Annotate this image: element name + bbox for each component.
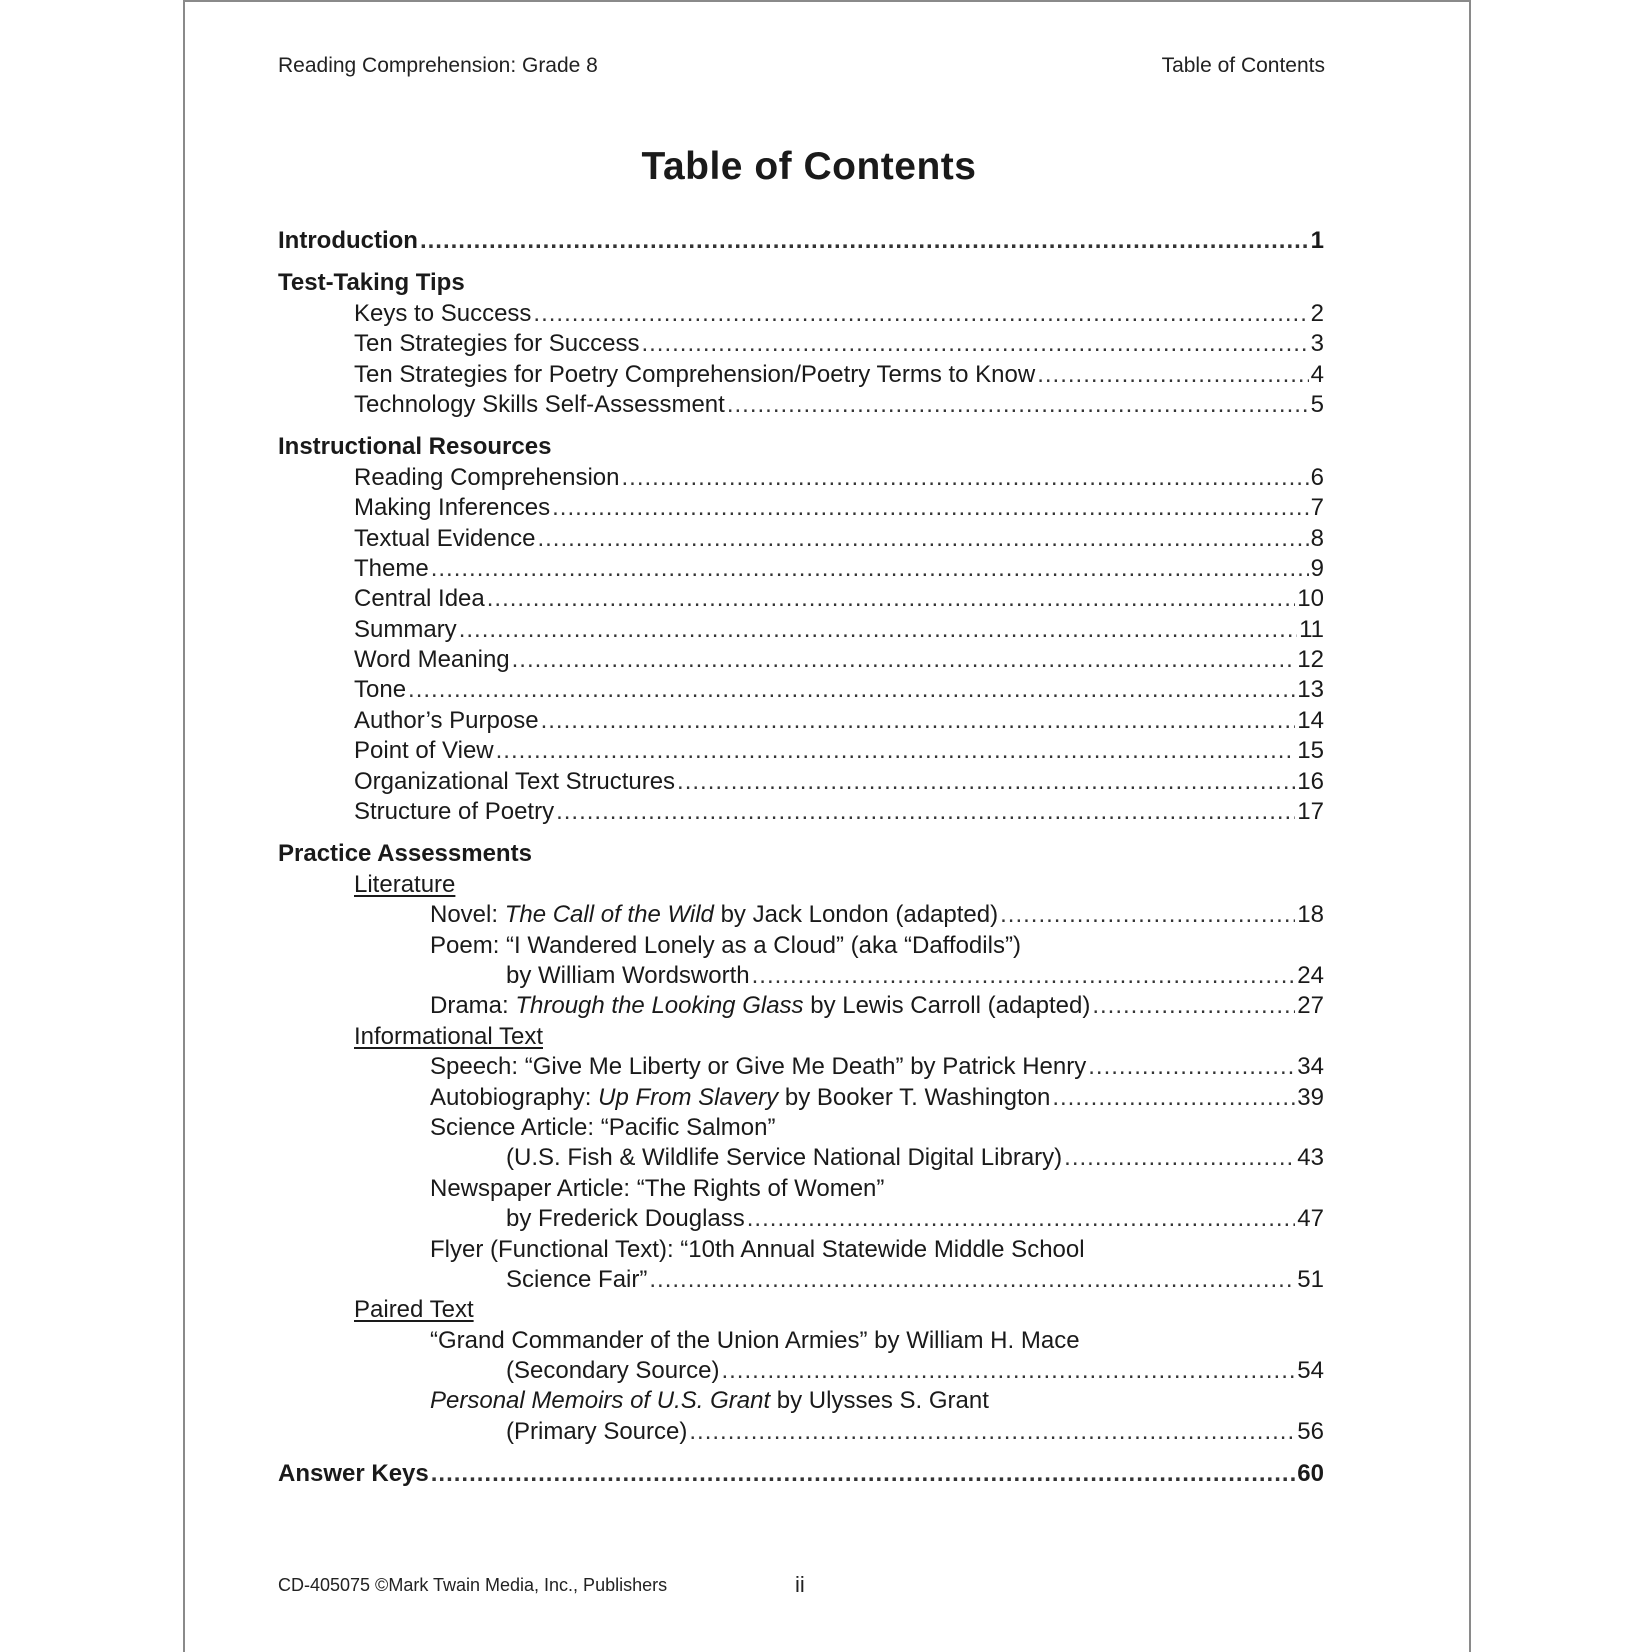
toc-entry[interactable] [278,900,1324,930]
toc-page-number: 10 [1297,585,1324,613]
toc-entry[interactable] [278,463,1324,493]
toc-entry[interactable] [278,1356,1324,1386]
toc-page-number: 8 [1310,524,1324,552]
dot-leader [752,961,1296,991]
dot-leader [487,584,1296,614]
label-suffix: by Ulysses S. Grant [770,1387,989,1415]
toc-entry-line[interactable] [278,1113,1324,1143]
toc-page-number: 54 [1297,1357,1324,1385]
dot-leader [408,675,1295,705]
toc-entry-label: Theme [354,554,429,582]
subsection-heading-informational-text [278,1022,1324,1052]
toc-page-number: 56 [1297,1417,1324,1445]
toc-entry-label: Technology Skills Self-Assessment [354,390,725,418]
toc-entry-label: by Frederick Douglass [506,1205,745,1233]
dot-leader [496,736,1296,766]
toc-entry-label: (Primary Source) [506,1417,688,1445]
toc-entry[interactable] [278,991,1324,1021]
table-of-contents [278,226,1324,1490]
section-heading-text: Practice Assessments [278,840,532,868]
toc-entry-label [430,1083,1050,1113]
dot-leader [622,463,1309,493]
toc-entry-label: Summary [354,615,457,643]
toc-page-number: 9 [1310,554,1324,582]
label-prefix: Autobiography: [430,1083,599,1111]
dot-leader [677,767,1295,797]
toc-entry[interactable] [278,1265,1324,1295]
toc-entry-label: Ten Strategies for Success [354,330,640,358]
toc-entry-line[interactable] [278,931,1324,961]
toc-page-number: 12 [1297,646,1324,674]
toc-entry-label [430,900,998,930]
dot-leader [533,299,1308,329]
dot-leader [721,1356,1295,1386]
work-title: Through the Looking Glass [515,992,804,1020]
dot-leader [541,706,1296,736]
toc-page-number: 6 [1310,463,1324,491]
toc-page-number: 51 [1297,1265,1324,1293]
label-prefix: Drama: [430,992,516,1020]
toc-page-number: 4 [1310,360,1324,388]
section-heading-instructional-resources [278,432,1324,462]
footer-page-number: ii [795,1572,805,1597]
toc-entry-label: Answer Keys [278,1460,429,1488]
toc-entry[interactable] [278,736,1324,766]
toc-entry[interactable] [278,360,1324,390]
toc-entry-label: Making Inferences [354,494,551,522]
toc-entry-label: Author’s Purpose [354,706,539,734]
toc-entry-label: “Grand Commander of the Union Armies” by William H. Mace [430,1326,1080,1354]
work-title: The Call of the Wild [504,901,714,929]
toc-entry[interactable] [278,1052,1324,1082]
toc-entry[interactable] [278,1083,1324,1113]
running-header-left: Reading Comprehension: Grade 8 [278,54,598,77]
toc-entry[interactable] [278,675,1324,705]
dot-leader [552,493,1309,523]
dot-leader [727,390,1309,420]
dot-leader [420,226,1309,256]
dot-leader [1037,360,1308,390]
toc-entry-label: Central Idea [354,585,485,613]
toc-page-number: 47 [1297,1205,1324,1233]
dot-leader [641,329,1308,359]
toc-entry-label: Keys to Success [354,299,532,327]
toc-entry-label: Textual Evidence [354,524,536,552]
work-title: Personal Memoirs of U.S. Grant [430,1387,771,1415]
toc-entry[interactable] [278,299,1324,329]
toc-entry-introduction[interactable] [278,226,1324,256]
dot-leader [459,615,1297,645]
toc-entry[interactable] [278,1417,1324,1447]
toc-entry[interactable] [278,706,1324,736]
toc-entry-label: Flyer (Functional Text): “10th Annual Statewide Middle School [430,1235,1085,1263]
toc-page-number: 13 [1297,676,1324,704]
dot-leader [689,1417,1295,1447]
label-prefix: Novel: [430,901,505,929]
toc-entry-label: Science Fair” [506,1265,648,1293]
toc-entry-label [430,1386,989,1416]
toc-entry-label: Speech: “Give Me Liberty or Give Me Death” by Patrick Henry [430,1053,1087,1081]
toc-entry-label: (Secondary Source) [506,1357,720,1385]
section-heading-text: Test-Taking Tips [278,269,465,297]
toc-entry-line[interactable] [278,1174,1324,1204]
toc-entry[interactable] [278,584,1324,614]
running-header-right: Table of Contents [1161,54,1325,77]
toc-page-number: 34 [1297,1053,1324,1081]
page-title [185,145,1469,189]
toc-entry-answer-keys[interactable] [278,1459,1324,1489]
toc-entry-label: Tone [354,676,407,704]
toc-entry-label: Structure of Poetry [354,798,555,826]
toc-entry[interactable] [278,554,1324,584]
toc-page-number: 27 [1297,992,1324,1020]
section-heading-text: Instructional Resources [278,433,552,461]
toc-entry[interactable] [278,767,1324,797]
toc-page-number: 5 [1310,390,1324,418]
dot-leader [431,554,1309,584]
toc-page-number: 18 [1297,901,1324,929]
toc-entry[interactable] [278,524,1324,554]
toc-page-number: 43 [1297,1144,1324,1172]
dot-leader [1064,1143,1295,1173]
toc-entry-label [430,991,1090,1021]
toc-entry-label: Poem: “I Wandered Lonely as a Cloud” (aka “Daffodils”) [430,931,1021,959]
subsection-heading-text: Informational Text [354,1022,543,1050]
toc-entry[interactable] [278,329,1324,359]
toc-entry-line[interactable] [278,1326,1324,1356]
toc-entry[interactable] [278,390,1324,420]
label-suffix: by Jack London (adapted) [713,901,999,929]
toc-page-number: 39 [1297,1083,1324,1111]
toc-entry-label: Word Meaning [354,646,510,674]
toc-page-number: 2 [1310,299,1324,327]
toc-page-number: 24 [1297,961,1324,989]
toc-entry-label: Science Article: “Pacific Salmon” [430,1113,776,1141]
toc-page-number: 16 [1297,767,1324,795]
toc-entry[interactable] [278,645,1324,675]
dot-leader [649,1265,1295,1295]
toc-entry-label: Newspaper Article: “The Rights of Women” [430,1174,885,1202]
toc-page-number: 17 [1297,798,1324,826]
footer-publisher: CD-405075 ©Mark Twain Media, Inc., Publishers [278,1575,668,1595]
toc-entry-label: by William Wordsworth [506,961,750,989]
subsection-heading-text: Literature [354,870,456,898]
subsection-heading-paired-text [278,1295,1324,1325]
dot-leader [1088,1052,1295,1082]
toc-entry[interactable] [278,615,1324,645]
toc-page-number: 3 [1310,330,1324,358]
toc-entry[interactable] [278,1204,1324,1234]
toc-entry-label: Introduction [278,227,418,254]
dot-leader [512,645,1296,675]
dot-leader [747,1204,1296,1234]
page-title-text: Table of Contents [641,145,977,188]
toc-entry[interactable] [278,1143,1324,1173]
dot-leader [1052,1083,1295,1113]
section-heading-practice-assessments [278,839,1324,869]
toc-page-number: 60 [1297,1460,1324,1488]
toc-page-number: 1 [1310,227,1324,254]
toc-entry[interactable] [278,961,1324,991]
label-suffix: by Booker T. Washington [778,1083,1051,1111]
toc-page-number: 15 [1297,737,1324,765]
dot-leader [1092,991,1295,1021]
subsection-heading-text: Paired Text [354,1296,474,1324]
toc-page-number: 7 [1310,494,1324,522]
document-page [183,0,1471,1652]
toc-page-number: 11 [1299,615,1324,643]
toc-entry-label: (U.S. Fish & Wildlife Service National Digital Library) [506,1144,1063,1172]
dot-leader [537,524,1308,554]
toc-entry-line[interactable] [278,1386,1324,1416]
toc-entry-label: Organizational Text Structures [354,767,676,795]
toc-page-number: 14 [1297,706,1324,734]
toc-entry[interactable] [278,493,1324,523]
toc-entry-label: Reading Comprehension [354,463,620,491]
dot-leader [1000,900,1295,930]
dot-leader [556,797,1295,827]
label-suffix: by Lewis Carroll (adapted) [803,992,1091,1020]
work-title: Up From Slavery [598,1083,779,1111]
toc-entry-label: Point of View [354,737,494,765]
toc-entry-label: Ten Strategies for Poetry Comprehension/Poetry Terms to Know [354,360,1036,388]
subsection-heading-literature [278,870,1324,900]
toc-entry-line[interactable] [278,1235,1324,1265]
dot-leader [431,1459,1296,1489]
section-heading-test-taking-tips [278,268,1324,298]
toc-entry[interactable] [278,797,1324,827]
